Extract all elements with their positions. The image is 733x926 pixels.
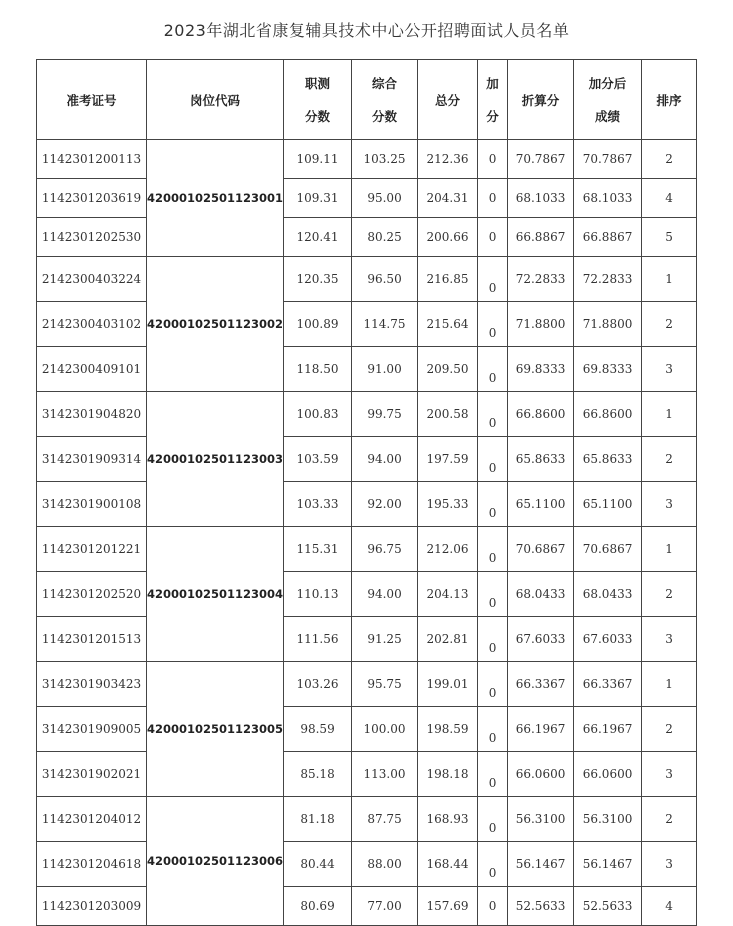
rank-cell: 4 — [642, 887, 697, 926]
table-row — [37, 572, 697, 617]
bonus-cell: 0 — [478, 140, 508, 179]
overall-score-cell: 95.75 — [352, 662, 418, 707]
final-score-cell: 66.8867 — [574, 218, 642, 257]
exam-no-cell: 3142301909005 — [37, 707, 147, 752]
converted-score-cell: 66.8600 — [508, 392, 574, 437]
overall-score-cell: 91.00 — [352, 347, 418, 392]
total-score-cell: 197.59 — [418, 437, 478, 482]
bonus-cell: 0 — [478, 887, 508, 926]
final-score-cell: 65.8633 — [574, 437, 642, 482]
page-title: 2023年湖北省康复辅具技术中心公开招聘面试人员名单 — [163, 21, 570, 40]
table-row — [37, 392, 697, 437]
exam-no-cell: 1142301204618 — [37, 842, 147, 887]
written-score-cell: 103.59 — [284, 437, 352, 482]
converted-score-cell: 52.5633 — [508, 887, 574, 926]
overall-score-cell: 96.50 — [352, 257, 418, 302]
bonus-cell: 0 — [478, 347, 508, 392]
total-score-cell: 200.66 — [418, 218, 478, 257]
table-row — [37, 707, 697, 752]
final-score-cell: 66.1967 — [574, 707, 642, 752]
written-score-cell: 81.18 — [284, 797, 352, 842]
converted-score-cell: 71.8800 — [508, 302, 574, 347]
converted-score-cell: 66.8867 — [508, 218, 574, 257]
exam-no-cell: 1142301203009 — [37, 887, 147, 926]
converted-score-cell: 67.6033 — [508, 617, 574, 662]
written-score-cell: 100.89 — [284, 302, 352, 347]
post-code-cell: 42000102501123001 — [147, 140, 284, 257]
overall-score-cell: 95.00 — [352, 179, 418, 218]
exam-no-cell: 3142301903423 — [37, 662, 147, 707]
table-row — [37, 887, 697, 926]
bonus-cell: 0 — [478, 437, 508, 482]
exam-no-cell: 1142301204012 — [37, 797, 147, 842]
header-written-line1: 职测 — [305, 75, 331, 91]
written-score-cell: 100.83 — [284, 392, 352, 437]
written-score-cell: 111.56 — [284, 617, 352, 662]
total-score-cell: 157.69 — [418, 887, 478, 926]
total-score-cell: 204.31 — [418, 179, 478, 218]
table-row — [37, 617, 697, 662]
post-code-cell: 42000102501123003 — [147, 392, 284, 527]
table-row — [37, 482, 697, 527]
exam-no-cell: 2142300403102 — [37, 302, 147, 347]
written-score-cell: 115.31 — [284, 527, 352, 572]
rank-cell: 2 — [642, 572, 697, 617]
written-score-cell: 120.41 — [284, 218, 352, 257]
header-overall-line2: 分数 — [372, 108, 398, 124]
exam-no-cell: 3142301909314 — [37, 437, 147, 482]
written-score-cell: 98.59 — [284, 707, 352, 752]
final-score-cell: 69.8333 — [574, 347, 642, 392]
overall-score-cell: 92.00 — [352, 482, 418, 527]
total-score-cell: 168.93 — [418, 797, 478, 842]
header-row — [37, 60, 697, 140]
bonus-cell: 0 — [478, 572, 508, 617]
written-score-cell: 85.18 — [284, 752, 352, 797]
post-code-cell: 42000102501123005 — [147, 662, 284, 797]
table-body — [37, 140, 697, 926]
total-score-cell: 209.50 — [418, 347, 478, 392]
header-exam-no: 准考证号 — [37, 60, 147, 140]
written-score-cell: 118.50 — [284, 347, 352, 392]
post-code-cell: 42000102501123004 — [147, 527, 284, 662]
converted-score-cell: 65.1100 — [508, 482, 574, 527]
table-row — [37, 218, 697, 257]
exam-no-cell: 1142301201221 — [37, 527, 147, 572]
bonus-cell: 0 — [478, 662, 508, 707]
overall-score-cell: 100.00 — [352, 707, 418, 752]
converted-score-cell: 66.3367 — [508, 662, 574, 707]
table-row — [37, 527, 697, 572]
final-score-cell: 68.1033 — [574, 179, 642, 218]
table-row — [37, 347, 697, 392]
table-row — [37, 842, 697, 887]
rank-cell: 4 — [642, 179, 697, 218]
overall-score-cell: 80.25 — [352, 218, 418, 257]
table-row — [37, 662, 697, 707]
converted-score-cell: 56.1467 — [508, 842, 574, 887]
exam-no-cell: 3142301904820 — [37, 392, 147, 437]
overall-score-cell: 99.75 — [352, 392, 418, 437]
written-score-cell: 109.11 — [284, 140, 352, 179]
total-score-cell: 212.06 — [418, 527, 478, 572]
final-score-cell: 65.1100 — [574, 482, 642, 527]
total-score-cell: 198.59 — [418, 707, 478, 752]
interview-list-table — [36, 59, 697, 926]
rank-cell: 1 — [642, 662, 697, 707]
header-final-line2: 成绩 — [595, 108, 621, 124]
final-score-cell: 70.6867 — [574, 527, 642, 572]
rank-cell: 2 — [642, 797, 697, 842]
rank-cell: 2 — [642, 707, 697, 752]
total-score-cell: 198.18 — [418, 752, 478, 797]
header-total: 总分 — [418, 60, 478, 140]
final-score-cell: 56.3100 — [574, 797, 642, 842]
converted-score-cell: 68.1033 — [508, 179, 574, 218]
final-score-cell: 66.3367 — [574, 662, 642, 707]
written-score-cell: 109.31 — [284, 179, 352, 218]
final-score-cell: 70.7867 — [574, 140, 642, 179]
table-row — [37, 302, 697, 347]
table-row — [37, 179, 697, 218]
header-rank: 排序 — [642, 60, 697, 140]
rank-cell: 1 — [642, 257, 697, 302]
written-score-cell: 120.35 — [284, 257, 352, 302]
table-row — [37, 140, 697, 179]
exam-no-cell: 2142300403224 — [37, 257, 147, 302]
overall-score-cell: 94.00 — [352, 572, 418, 617]
total-score-cell: 168.44 — [418, 842, 478, 887]
final-score-cell: 56.1467 — [574, 842, 642, 887]
bonus-cell: 0 — [478, 218, 508, 257]
exam-no-cell: 3142301900108 — [37, 482, 147, 527]
header-written-line2: 分数 — [305, 108, 331, 124]
total-score-cell: 199.01 — [418, 662, 478, 707]
header-final-line1: 加分后 — [588, 75, 627, 91]
rank-cell: 3 — [642, 482, 697, 527]
bonus-cell: 0 — [478, 482, 508, 527]
overall-score-cell: 91.25 — [352, 617, 418, 662]
header-converted: 折算分 — [508, 60, 574, 140]
exam-no-cell: 1142301202520 — [37, 572, 147, 617]
overall-score-cell: 113.00 — [352, 752, 418, 797]
header-bonus — [478, 60, 508, 140]
total-score-cell: 200.58 — [418, 392, 478, 437]
bonus-cell: 0 — [478, 617, 508, 662]
exam-no-cell: 1142301202530 — [37, 218, 147, 257]
converted-score-cell: 66.1967 — [508, 707, 574, 752]
total-score-cell: 212.36 — [418, 140, 478, 179]
converted-score-cell: 69.8333 — [508, 347, 574, 392]
table-row — [37, 437, 697, 482]
overall-score-cell: 94.00 — [352, 437, 418, 482]
final-score-cell: 71.8800 — [574, 302, 642, 347]
final-score-cell: 72.2833 — [574, 257, 642, 302]
exam-no-cell: 1142301203619 — [37, 179, 147, 218]
header-bonus-line1: 加 — [486, 75, 499, 91]
header-final — [574, 60, 642, 140]
converted-score-cell: 70.6867 — [508, 527, 574, 572]
rank-cell: 5 — [642, 218, 697, 257]
bonus-cell: 0 — [478, 707, 508, 752]
overall-score-cell: 96.75 — [352, 527, 418, 572]
total-score-cell: 195.33 — [418, 482, 478, 527]
total-score-cell: 216.85 — [418, 257, 478, 302]
written-score-cell: 80.69 — [284, 887, 352, 926]
written-score-cell: 110.13 — [284, 572, 352, 617]
table-row — [37, 752, 697, 797]
overall-score-cell: 114.75 — [352, 302, 418, 347]
rank-cell: 2 — [642, 437, 697, 482]
bonus-cell: 0 — [478, 302, 508, 347]
total-score-cell: 202.81 — [418, 617, 478, 662]
rank-cell: 3 — [642, 752, 697, 797]
final-score-cell: 66.8600 — [574, 392, 642, 437]
header-overall-score — [352, 60, 418, 140]
overall-score-cell: 103.25 — [352, 140, 418, 179]
table-row — [37, 797, 697, 842]
bonus-cell: 0 — [478, 752, 508, 797]
rank-cell: 1 — [642, 392, 697, 437]
final-score-cell: 68.0433 — [574, 572, 642, 617]
overall-score-cell: 77.00 — [352, 887, 418, 926]
rank-cell: 3 — [642, 842, 697, 887]
post-code-cell: 42000102501123006 — [147, 797, 284, 926]
post-code-cell: 42000102501123002 — [147, 257, 284, 392]
converted-score-cell: 56.3100 — [508, 797, 574, 842]
exam-no-cell: 1142301201513 — [37, 617, 147, 662]
bonus-cell: 0 — [478, 797, 508, 842]
bonus-cell: 0 — [478, 527, 508, 572]
converted-score-cell: 66.0600 — [508, 752, 574, 797]
total-score-cell: 204.13 — [418, 572, 478, 617]
rank-cell: 2 — [642, 302, 697, 347]
converted-score-cell: 68.0433 — [508, 572, 574, 617]
header-post-code: 岗位代码 — [147, 60, 284, 140]
rank-cell: 1 — [642, 527, 697, 572]
rank-cell: 3 — [642, 617, 697, 662]
converted-score-cell: 65.8633 — [508, 437, 574, 482]
bonus-cell: 0 — [478, 392, 508, 437]
converted-score-cell: 70.7867 — [508, 140, 574, 179]
header-bonus-line2: 分 — [486, 108, 499, 124]
overall-score-cell: 87.75 — [352, 797, 418, 842]
header-written-score — [284, 60, 352, 140]
written-score-cell: 103.33 — [284, 482, 352, 527]
bonus-cell: 0 — [478, 179, 508, 218]
table-row — [37, 257, 697, 302]
exam-no-cell: 1142301200113 — [37, 140, 147, 179]
final-score-cell: 67.6033 — [574, 617, 642, 662]
written-score-cell: 80.44 — [284, 842, 352, 887]
header-overall-line1: 综合 — [372, 75, 398, 91]
bonus-cell: 0 — [478, 842, 508, 887]
rank-cell: 2 — [642, 140, 697, 179]
written-score-cell: 103.26 — [284, 662, 352, 707]
exam-no-cell: 2142300409101 — [37, 347, 147, 392]
exam-no-cell: 3142301902021 — [37, 752, 147, 797]
rank-cell: 3 — [642, 347, 697, 392]
total-score-cell: 215.64 — [418, 302, 478, 347]
final-score-cell: 66.0600 — [574, 752, 642, 797]
bonus-cell: 0 — [478, 257, 508, 302]
converted-score-cell: 72.2833 — [508, 257, 574, 302]
overall-score-cell: 88.00 — [352, 842, 418, 887]
final-score-cell: 52.5633 — [574, 887, 642, 926]
